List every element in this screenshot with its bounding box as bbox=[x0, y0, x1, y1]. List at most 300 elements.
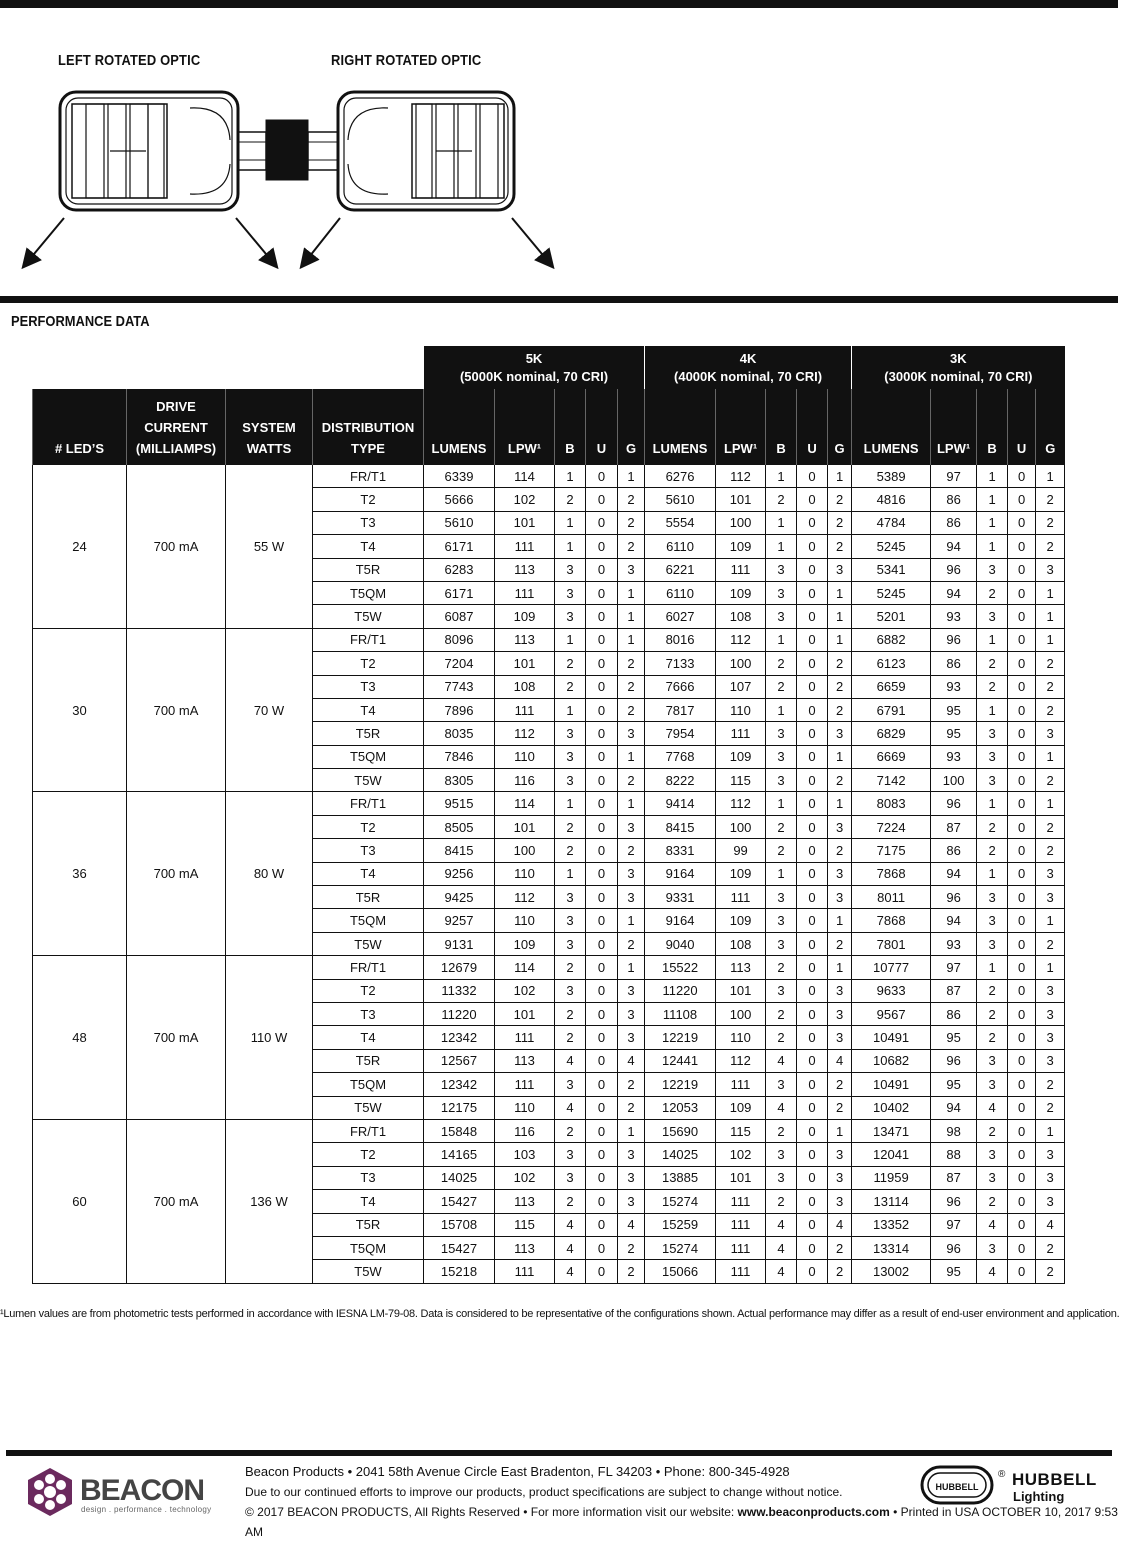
value-cell: 6829 bbox=[852, 722, 931, 745]
value-cell: 1 bbox=[977, 465, 1008, 488]
value-cell: 1 bbox=[766, 511, 797, 534]
value-cell: 94 bbox=[931, 909, 977, 932]
value-cell: 2 bbox=[828, 511, 852, 534]
value-cell: 111 bbox=[495, 535, 555, 558]
value-cell: 3 bbox=[618, 1143, 645, 1166]
value-cell: 3 bbox=[555, 979, 586, 1002]
value-cell: 7954 bbox=[645, 722, 716, 745]
distribution-type-cell: T4 bbox=[313, 862, 424, 885]
performance-table-body bbox=[33, 465, 1065, 1284]
value-cell: 2 bbox=[555, 652, 586, 675]
value-cell: 111 bbox=[495, 1073, 555, 1096]
distribution-type-cell: T2 bbox=[313, 979, 424, 1002]
value-cell: 3 bbox=[766, 605, 797, 628]
value-cell: 0 bbox=[586, 1119, 618, 1142]
value-cell: 7846 bbox=[424, 745, 495, 768]
value-cell: 15522 bbox=[645, 956, 716, 979]
value-cell: 102 bbox=[716, 1143, 766, 1166]
value-cell: 9414 bbox=[645, 792, 716, 815]
distribution-type-cell: T4 bbox=[313, 535, 424, 558]
value-cell: 2 bbox=[766, 1190, 797, 1213]
value-cell: 13885 bbox=[645, 1166, 716, 1189]
value-cell: 0 bbox=[797, 675, 828, 698]
distribution-type-cell: T5QM bbox=[313, 581, 424, 604]
footer-copyright: © 2017 BEACON PRODUCTS, All Rights Reserved • For more information visit our website: www.beaconproducts.com • Printed in USA OCTOBER 10, 2017 9:53 AM bbox=[245, 1505, 1118, 1539]
value-cell: 0 bbox=[1008, 581, 1036, 604]
value-cell: 15274 bbox=[645, 1190, 716, 1213]
value-cell: 2 bbox=[828, 488, 852, 511]
value-cell: 114 bbox=[495, 465, 555, 488]
value-cell: 3 bbox=[1036, 1166, 1065, 1189]
value-cell: 9567 bbox=[852, 1002, 931, 1025]
value-cell: 3 bbox=[555, 605, 586, 628]
value-cell: 3 bbox=[618, 1026, 645, 1049]
value-cell: 0 bbox=[1008, 675, 1036, 698]
distribution-type-cell: T3 bbox=[313, 675, 424, 698]
value-cell: 2 bbox=[1036, 815, 1065, 838]
value-cell: 7142 bbox=[852, 769, 931, 792]
value-cell: 1 bbox=[1036, 605, 1065, 628]
cct-3k-header: 3K (3000K nominal, 70 CRI) bbox=[852, 346, 1065, 389]
value-cell: 1 bbox=[618, 628, 645, 651]
value-cell: 7666 bbox=[645, 675, 716, 698]
value-cell: 1 bbox=[1036, 956, 1065, 979]
value-cell: 112 bbox=[495, 722, 555, 745]
leds-cell: 48 bbox=[33, 956, 127, 1120]
col-4k-lumens: LUMENS bbox=[645, 389, 716, 465]
value-cell: 3 bbox=[766, 1166, 797, 1189]
value-cell: 15848 bbox=[424, 1119, 495, 1142]
value-cell: 7204 bbox=[424, 652, 495, 675]
value-cell: 6110 bbox=[645, 581, 716, 604]
value-cell: 0 bbox=[586, 769, 618, 792]
value-cell: 15259 bbox=[645, 1213, 716, 1236]
value-cell: 2 bbox=[977, 1190, 1008, 1213]
value-cell: 110 bbox=[716, 698, 766, 721]
value-cell: 0 bbox=[586, 792, 618, 815]
value-cell: 0 bbox=[797, 862, 828, 885]
value-cell: 15066 bbox=[645, 1260, 716, 1283]
value-cell: 2 bbox=[555, 1026, 586, 1049]
value-cell: 101 bbox=[716, 488, 766, 511]
value-cell: 114 bbox=[495, 956, 555, 979]
beacon-tagline: design . performance . technology bbox=[81, 1505, 212, 1514]
value-cell: 1 bbox=[828, 465, 852, 488]
table-row bbox=[33, 792, 1065, 815]
distribution-type-cell: T5R bbox=[313, 558, 424, 581]
distribution-type-cell: T5QM bbox=[313, 745, 424, 768]
right-fixture-drawing bbox=[338, 92, 514, 210]
beacon-logo bbox=[24, 1466, 224, 1523]
value-cell: 1 bbox=[555, 862, 586, 885]
value-cell: 0 bbox=[797, 1002, 828, 1025]
value-cell: 3 bbox=[618, 1190, 645, 1213]
value-cell: 2 bbox=[766, 1002, 797, 1025]
value-cell: 10777 bbox=[852, 956, 931, 979]
table-row bbox=[33, 1119, 1065, 1142]
value-cell: 0 bbox=[1008, 1260, 1036, 1283]
value-cell: 3 bbox=[555, 558, 586, 581]
value-cell: 3 bbox=[977, 558, 1008, 581]
drive-current-cell: 700 mA bbox=[127, 1119, 226, 1283]
value-cell: 12441 bbox=[645, 1049, 716, 1072]
value-cell: 0 bbox=[1008, 1166, 1036, 1189]
value-cell: 3 bbox=[618, 1166, 645, 1189]
value-cell: 6123 bbox=[852, 652, 931, 675]
value-cell: 3 bbox=[766, 722, 797, 745]
value-cell: 2 bbox=[618, 1236, 645, 1259]
value-cell: 2 bbox=[1036, 839, 1065, 862]
value-cell: 2 bbox=[828, 1236, 852, 1259]
value-cell: 110 bbox=[495, 745, 555, 768]
value-cell: 0 bbox=[586, 1049, 618, 1072]
value-cell: 93 bbox=[931, 745, 977, 768]
value-cell: 2 bbox=[977, 815, 1008, 838]
value-cell: 1 bbox=[766, 628, 797, 651]
value-cell: 97 bbox=[931, 465, 977, 488]
value-cell: 109 bbox=[495, 932, 555, 955]
col-distribution-type: DISTRIBUTION TYPE bbox=[313, 389, 424, 465]
value-cell: 2 bbox=[1036, 1236, 1065, 1259]
value-cell: 8505 bbox=[424, 815, 495, 838]
value-cell: 3 bbox=[977, 1143, 1008, 1166]
value-cell: 0 bbox=[797, 932, 828, 955]
value-cell: 0 bbox=[586, 511, 618, 534]
value-cell: 109 bbox=[716, 535, 766, 558]
value-cell: 1 bbox=[828, 628, 852, 651]
value-cell: 108 bbox=[716, 605, 766, 628]
value-cell: 113 bbox=[495, 1049, 555, 1072]
value-cell: 1 bbox=[555, 511, 586, 534]
value-cell: 12342 bbox=[424, 1026, 495, 1049]
value-cell: 100 bbox=[716, 652, 766, 675]
distribution-type-cell: T5W bbox=[313, 1260, 424, 1283]
value-cell: 111 bbox=[495, 1260, 555, 1283]
distribution-type-cell: T5W bbox=[313, 932, 424, 955]
value-cell: 3 bbox=[828, 1002, 852, 1025]
system-watts-cell: 136 W bbox=[226, 1119, 313, 1283]
value-cell: 3 bbox=[555, 722, 586, 745]
value-cell: 3 bbox=[1036, 886, 1065, 909]
value-cell: 13114 bbox=[852, 1190, 931, 1213]
value-cell: 2 bbox=[1036, 488, 1065, 511]
col-4k-u: U bbox=[797, 389, 828, 465]
value-cell: 4 bbox=[555, 1049, 586, 1072]
value-cell: 5201 bbox=[852, 605, 931, 628]
value-cell: 111 bbox=[716, 1260, 766, 1283]
value-cell: 95 bbox=[931, 1073, 977, 1096]
value-cell: 3 bbox=[828, 979, 852, 1002]
value-cell: 96 bbox=[931, 628, 977, 651]
value-cell: 3 bbox=[766, 558, 797, 581]
value-cell: 3 bbox=[555, 909, 586, 932]
value-cell: 2 bbox=[977, 1119, 1008, 1142]
value-cell: 7868 bbox=[852, 862, 931, 885]
value-cell: 3 bbox=[766, 769, 797, 792]
value-cell: 8305 bbox=[424, 769, 495, 792]
value-cell: 11332 bbox=[424, 979, 495, 1002]
value-cell: 13471 bbox=[852, 1119, 931, 1142]
value-cell: 0 bbox=[797, 792, 828, 815]
value-cell: 0 bbox=[586, 1260, 618, 1283]
col-3k-lpw: LPW¹ bbox=[931, 389, 977, 465]
distribution-type-cell: T4 bbox=[313, 1190, 424, 1213]
distribution-type-cell: T2 bbox=[313, 815, 424, 838]
value-cell: 9633 bbox=[852, 979, 931, 1002]
value-cell: 0 bbox=[1008, 769, 1036, 792]
value-cell: 99 bbox=[716, 839, 766, 862]
distribution-type-cell: T5QM bbox=[313, 1236, 424, 1259]
value-cell: 3 bbox=[618, 558, 645, 581]
drive-current-cell: 700 mA bbox=[127, 465, 226, 629]
distribution-arrows bbox=[24, 218, 552, 266]
value-cell: 8331 bbox=[645, 839, 716, 862]
value-cell: 7768 bbox=[645, 745, 716, 768]
value-cell: 12219 bbox=[645, 1073, 716, 1096]
value-cell: 4 bbox=[828, 1049, 852, 1072]
value-cell: 2 bbox=[977, 675, 1008, 698]
value-cell: 5610 bbox=[424, 511, 495, 534]
value-cell: 3 bbox=[618, 1002, 645, 1025]
value-cell: 0 bbox=[797, 511, 828, 534]
value-cell: 2 bbox=[618, 769, 645, 792]
distribution-type-cell: T5R bbox=[313, 886, 424, 909]
col-4k-lpw: LPW¹ bbox=[716, 389, 766, 465]
value-cell: 2 bbox=[828, 1260, 852, 1283]
value-cell: 0 bbox=[797, 956, 828, 979]
distribution-type-cell: T2 bbox=[313, 652, 424, 675]
value-cell: 96 bbox=[931, 886, 977, 909]
value-cell: 1 bbox=[828, 956, 852, 979]
value-cell: 86 bbox=[931, 652, 977, 675]
value-cell: 0 bbox=[1008, 979, 1036, 1002]
value-cell: 0 bbox=[797, 628, 828, 651]
value-cell: 101 bbox=[495, 1002, 555, 1025]
value-cell: 1 bbox=[1036, 745, 1065, 768]
value-cell: 0 bbox=[1008, 1143, 1036, 1166]
value-cell: 0 bbox=[1008, 722, 1036, 745]
value-cell: 95 bbox=[931, 1026, 977, 1049]
value-cell: 3 bbox=[977, 745, 1008, 768]
value-cell: 100 bbox=[716, 815, 766, 838]
section-rule bbox=[0, 296, 1118, 303]
value-cell: 9515 bbox=[424, 792, 495, 815]
distribution-type-cell: FR/T1 bbox=[313, 792, 424, 815]
value-cell: 3 bbox=[977, 722, 1008, 745]
drive-current-cell: 700 mA bbox=[127, 956, 226, 1120]
top-rule bbox=[0, 0, 1118, 8]
value-cell: 4 bbox=[766, 1096, 797, 1119]
value-cell: 0 bbox=[586, 909, 618, 932]
col-drive-current: DRIVE CURRENT (MILLIAMPS) bbox=[127, 389, 226, 465]
value-cell: 0 bbox=[797, 1190, 828, 1213]
value-cell: 5245 bbox=[852, 581, 931, 604]
distribution-type-cell: T2 bbox=[313, 1143, 424, 1166]
hubbell-badge-text: HUBBELL bbox=[935, 1482, 979, 1492]
cct-5k-header: 5K (5000K nominal, 70 CRI) bbox=[424, 346, 645, 389]
value-cell: 100 bbox=[716, 1002, 766, 1025]
value-cell: 1 bbox=[766, 792, 797, 815]
value-cell: 3 bbox=[977, 769, 1008, 792]
value-cell: 1 bbox=[1036, 909, 1065, 932]
value-cell: 86 bbox=[931, 488, 977, 511]
value-cell: 3 bbox=[1036, 1002, 1065, 1025]
value-cell: 0 bbox=[797, 886, 828, 909]
value-cell: 3 bbox=[766, 1143, 797, 1166]
performance-table bbox=[32, 346, 1065, 1284]
value-cell: 11108 bbox=[645, 1002, 716, 1025]
col-5k-u: U bbox=[586, 389, 618, 465]
footer-address: Beacon Products • 2041 58th Avenue Circle East Bradenton, FL 34203 • Phone: 800-345-4928 bbox=[245, 1464, 790, 1479]
footer-disclaimer: Due to our continued efforts to improve our products, product specifications are subject to change without notice. bbox=[245, 1485, 843, 1499]
value-cell: 3 bbox=[766, 886, 797, 909]
value-cell: 10491 bbox=[852, 1026, 931, 1049]
value-cell: 0 bbox=[797, 581, 828, 604]
value-cell: 110 bbox=[716, 1026, 766, 1049]
value-cell: 2 bbox=[1036, 675, 1065, 698]
value-cell: 102 bbox=[495, 979, 555, 1002]
value-cell: 96 bbox=[931, 1190, 977, 1213]
value-cell: 109 bbox=[495, 605, 555, 628]
value-cell: 2 bbox=[1036, 1260, 1065, 1283]
value-cell: 8415 bbox=[645, 815, 716, 838]
value-cell: 2 bbox=[618, 1260, 645, 1283]
value-cell: 108 bbox=[716, 932, 766, 955]
value-cell: 4 bbox=[977, 1213, 1008, 1236]
value-cell: 1 bbox=[977, 488, 1008, 511]
value-cell: 1 bbox=[828, 909, 852, 932]
value-cell: 109 bbox=[716, 745, 766, 768]
col-5k-lumens: LUMENS bbox=[424, 389, 495, 465]
value-cell: 0 bbox=[586, 488, 618, 511]
value-cell: 2 bbox=[977, 1026, 1008, 1049]
value-cell: 0 bbox=[586, 932, 618, 955]
value-cell: 0 bbox=[586, 698, 618, 721]
value-cell: 6276 bbox=[645, 465, 716, 488]
value-cell: 0 bbox=[1008, 1096, 1036, 1119]
value-cell: 12679 bbox=[424, 956, 495, 979]
value-cell: 3 bbox=[1036, 862, 1065, 885]
value-cell: 3 bbox=[1036, 1049, 1065, 1072]
value-cell: 3 bbox=[766, 909, 797, 932]
system-watts-cell: 70 W bbox=[226, 628, 313, 792]
value-cell: 2 bbox=[618, 1096, 645, 1119]
value-cell: 101 bbox=[716, 979, 766, 1002]
value-cell: 1 bbox=[618, 745, 645, 768]
value-cell: 1 bbox=[977, 535, 1008, 558]
value-cell: 0 bbox=[586, 815, 618, 838]
value-cell: 5554 bbox=[645, 511, 716, 534]
value-cell: 3 bbox=[828, 886, 852, 909]
value-cell: 0 bbox=[586, 1190, 618, 1213]
value-cell: 4 bbox=[828, 1213, 852, 1236]
value-cell: 87 bbox=[931, 1166, 977, 1189]
website-link[interactable]: www.beaconproducts.com bbox=[737, 1505, 890, 1519]
value-cell: 113 bbox=[495, 1236, 555, 1259]
value-cell: 0 bbox=[586, 1236, 618, 1259]
value-cell: 2 bbox=[977, 1002, 1008, 1025]
value-cell: 6659 bbox=[852, 675, 931, 698]
value-cell: 1 bbox=[977, 862, 1008, 885]
value-cell: 0 bbox=[586, 722, 618, 745]
value-cell: 3 bbox=[1036, 979, 1065, 1002]
right-optic-label: RIGHT ROTATED OPTIC bbox=[331, 52, 482, 69]
value-cell: 0 bbox=[1008, 535, 1036, 558]
value-cell: 5610 bbox=[645, 488, 716, 511]
value-cell: 3 bbox=[977, 1166, 1008, 1189]
value-cell: 96 bbox=[931, 1049, 977, 1072]
value-cell: 1 bbox=[828, 605, 852, 628]
value-cell: 0 bbox=[1008, 839, 1036, 862]
value-cell: 0 bbox=[586, 675, 618, 698]
cct-4k-header: 4K (4000K nominal, 70 CRI) bbox=[645, 346, 852, 389]
value-cell: 4784 bbox=[852, 511, 931, 534]
value-cell: 97 bbox=[931, 1213, 977, 1236]
value-cell: 9257 bbox=[424, 909, 495, 932]
value-cell: 112 bbox=[716, 465, 766, 488]
value-cell: 2 bbox=[555, 488, 586, 511]
distribution-type-cell: T2 bbox=[313, 488, 424, 511]
left-optic-label: LEFT ROTATED OPTIC bbox=[58, 52, 201, 69]
value-cell: 2 bbox=[766, 1026, 797, 1049]
value-cell: 0 bbox=[586, 1002, 618, 1025]
col-3k-b: B bbox=[977, 389, 1008, 465]
value-cell: 4816 bbox=[852, 488, 931, 511]
value-cell: 100 bbox=[716, 511, 766, 534]
value-cell: 0 bbox=[586, 1166, 618, 1189]
value-cell: 1 bbox=[766, 465, 797, 488]
value-cell: 4 bbox=[618, 1049, 645, 1072]
column-header-row bbox=[33, 389, 1065, 465]
distribution-type-cell: T5R bbox=[313, 722, 424, 745]
value-cell: 100 bbox=[495, 839, 555, 862]
value-cell: 0 bbox=[1008, 956, 1036, 979]
value-cell: 112 bbox=[716, 628, 766, 651]
value-cell: 3 bbox=[977, 886, 1008, 909]
value-cell: 94 bbox=[931, 535, 977, 558]
beacon-hex-icon bbox=[28, 1468, 72, 1516]
distribution-type-cell: T5W bbox=[313, 1096, 424, 1119]
value-cell: 0 bbox=[797, 769, 828, 792]
value-cell: 6882 bbox=[852, 628, 931, 651]
value-cell: 1 bbox=[1036, 581, 1065, 604]
value-cell: 4 bbox=[618, 1213, 645, 1236]
value-cell: 110 bbox=[495, 909, 555, 932]
value-cell: 0 bbox=[586, 558, 618, 581]
value-cell: 11220 bbox=[424, 1002, 495, 1025]
value-cell: 1 bbox=[828, 581, 852, 604]
lumen-footnote: ¹Lumen values are from photometric tests performed in accordance with IESNA LM-79-08. Data is considered to be representative of the configurations shown. Actual performance may differ as a result of end-user environment and application. bbox=[0, 1308, 1120, 1320]
value-cell: 0 bbox=[797, 465, 828, 488]
value-cell: 9040 bbox=[645, 932, 716, 955]
value-cell: 7801 bbox=[852, 932, 931, 955]
value-cell: 0 bbox=[797, 605, 828, 628]
value-cell: 3 bbox=[1036, 1190, 1065, 1213]
value-cell: 2 bbox=[555, 675, 586, 698]
value-cell: 0 bbox=[797, 745, 828, 768]
value-cell: 2 bbox=[828, 698, 852, 721]
value-cell: 5389 bbox=[852, 465, 931, 488]
value-cell: 3 bbox=[555, 745, 586, 768]
value-cell: 1 bbox=[618, 792, 645, 815]
value-cell: 2 bbox=[828, 1073, 852, 1096]
value-cell: 113 bbox=[716, 956, 766, 979]
value-cell: 3 bbox=[618, 886, 645, 909]
distribution-type-cell: FR/T1 bbox=[313, 1119, 424, 1142]
col-4k-g: G bbox=[828, 389, 852, 465]
value-cell: 12567 bbox=[424, 1049, 495, 1072]
value-cell: 95 bbox=[931, 722, 977, 745]
